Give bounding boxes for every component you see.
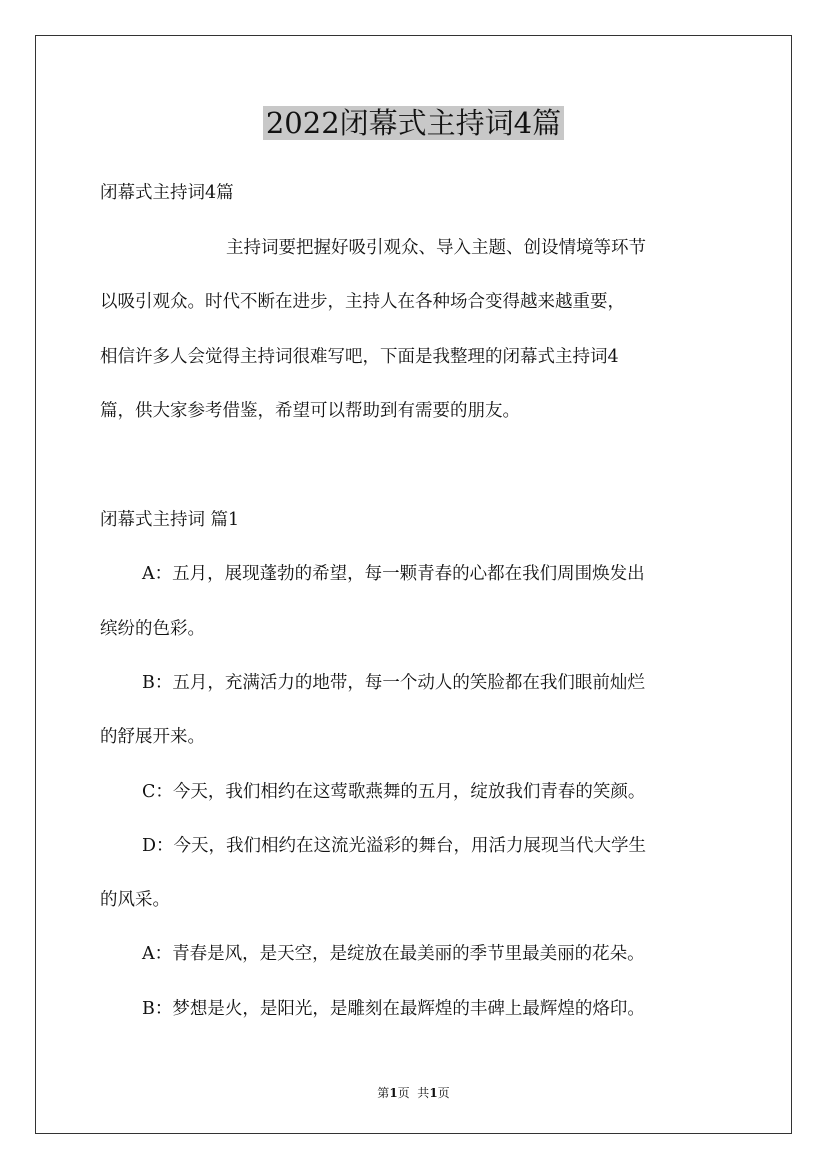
- body-line: D：今天，我们相约在这流光溢彩的舞台，用活力展现当代大学生: [142, 836, 647, 856]
- body-line: A：五月，展现蓬勃的希望，每一颗青春的心都在我们周围焕发出: [142, 564, 645, 584]
- body-line: 的舒展开来。: [100, 727, 205, 747]
- footer-total-pages: 1: [429, 1086, 438, 1100]
- body-line: 缤纷的色彩。: [100, 619, 205, 639]
- section-heading: 闭幕式主持词 篇1: [100, 510, 240, 530]
- body-line: B：五月，充满活力的地带，每一个动人的笑脸都在我们眼前灿烂: [142, 673, 645, 693]
- body-line: A：青春是风，是天空，是绽放在最美丽的季节里最美丽的花朵。: [142, 944, 645, 964]
- body-line: 的风采。: [100, 890, 170, 910]
- intro-line: 主持词要把握好吸引观众、导入主题、创设情境等环节: [226, 238, 646, 258]
- footer-prefix: 第: [377, 1086, 390, 1100]
- body-line: B：梦想是火，是阳光，是雕刻在最辉煌的丰碑上最辉煌的烙印。: [142, 999, 645, 1019]
- intro-line: 篇，供大家参考借鉴，希望可以帮助到有需要的朋友。: [100, 401, 520, 421]
- footer-mid: 页 共: [397, 1086, 430, 1100]
- document-title-text: 2022闭幕式主持词4篇: [263, 106, 564, 140]
- document-title: [0, 104, 827, 142]
- footer-suffix: 页: [437, 1086, 450, 1100]
- page-footer: [0, 1085, 827, 1101]
- intro-line: 相信许多人会觉得主持词很难写吧，下面是我整理的闭幕式主持词4: [100, 347, 619, 367]
- document-subtitle: 闭幕式主持词4篇: [100, 183, 234, 203]
- body-line: C：今天，我们相约在这莺歌燕舞的五月，绽放我们青春的笑颜。: [142, 782, 646, 802]
- intro-line: 以吸引观众。时代不断在进步，主持人在各种场合变得越来越重要，: [100, 292, 625, 312]
- footer-page-number: 1: [389, 1086, 398, 1100]
